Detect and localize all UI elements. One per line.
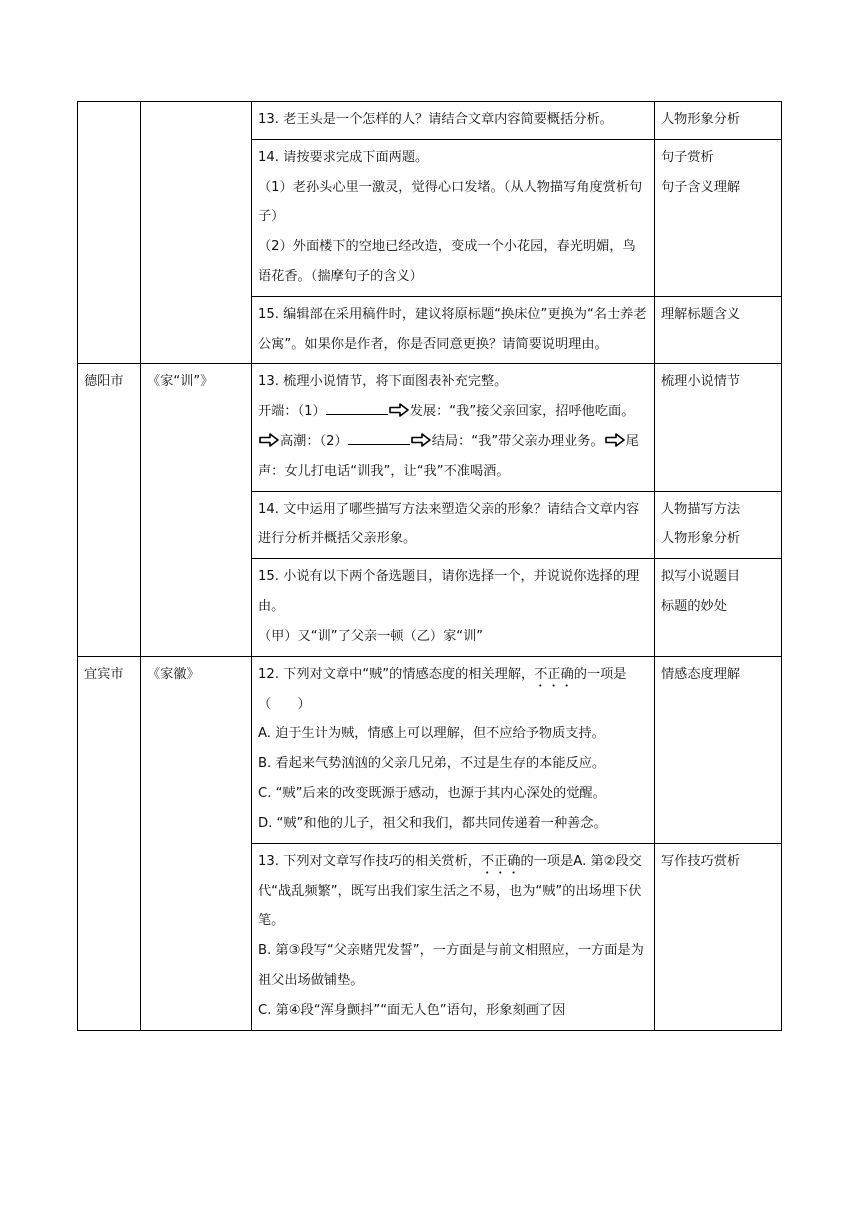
question-cell [252,656,655,843]
skill-text: 梳理小说情节 [661,374,741,390]
skill-cell [655,102,782,140]
skill-text: 人物形象分析 [661,531,741,547]
question-text: （甲）又“训”了父亲一顿（乙）家“训” [258,628,484,644]
skill-cell [655,296,782,364]
option-text: C. 第④段“浑身颤抖”“面无人色”语句，形象刻画了因 [258,1002,566,1018]
question-cell [252,296,655,364]
question-cell [252,364,655,491]
city-name: 德阳市 [84,374,124,390]
option-text: A. 迫于生计为贼，情感上可以理解，但不应给予物质支持。 [258,726,605,742]
article-title: 《家徽》 [147,666,200,682]
question-text: （1）老孙头心里一激灵，觉得心口发堵。（从人物描写角度赏析句子） [258,179,643,225]
skill-text: 标题的妙处 [661,598,727,614]
skill-cell [655,656,782,843]
question-text: （2）外面楼下的空地已经改造，变成一个小花园，春光明媚，鸟语花香。（揣摩句子的含义） [258,239,636,284]
right-arrow-icon [259,433,279,447]
plot-segment: 尾声：女儿打电话“训我”，让“我”不准喝酒。 [258,433,639,479]
city-cell [78,364,141,656]
question-text: 15. 编辑部在采用稿件时，建议将原标题“换床位”更换为“名士养老公寓”。如果你是作者，你是否同意更换？请简要说明理由。 [258,306,647,352]
question-text: 14. 请按要求完成下面两题。 [258,149,429,165]
right-arrow-icon [411,433,431,447]
question-text: 14. 文中运用了哪些描写方法来塑造父亲的形象？请结合文章内容进行分析并概括父亲形象。 [258,501,640,547]
skill-cell [655,491,782,559]
question-stem: 的一项是（ ） [258,666,627,712]
right-arrow-icon [389,403,409,417]
plot-segment: 开端：（1） [258,404,326,420]
question-text: 15. 小说有以下两个备选题目，请你选择一个，并说说你选择的理由。 [258,569,640,614]
question-stem: 13. 下列对文章写作技巧的相关赏析， [258,853,481,869]
question-cell [252,139,655,296]
right-arrow-icon [605,433,625,447]
plot-segment: 高潮：（2） [280,433,348,449]
skill-text: 拟写小说题目 [661,569,741,585]
skill-cell [655,364,782,491]
option-text: B. 看起来气势汹汹的父亲几兄弟，不过是生存的本能反应。 [258,756,606,772]
question-text: 13. 老王头是一个怎样的人？请结合文章内容简要概括分析。 [258,112,613,127]
skill-text: 人物描写方法 [661,501,741,517]
skill-text: 情感态度理解 [661,666,741,682]
plot-chart [258,397,648,486]
article-title: 《家“训”》 [147,374,214,390]
answer-blank [348,431,410,445]
question-stem: 的一项是A. 第②段交代“战乱频繁”，既写出我们家生活之不易，也为“贼”的出场埋下伏笔。 [258,853,642,929]
skill-text: 写作技巧赏析 [661,853,741,869]
skill-text: 人物形象分析 [661,112,741,127]
table-row [78,102,782,140]
title-cell [141,656,252,1030]
answer-blank [326,401,388,415]
skill-cell [655,139,782,296]
skill-cell [655,843,782,1030]
skill-text: 句子含义理解 [661,179,741,195]
city-name: 宜宾市 [84,666,124,682]
exam-analysis-table [77,101,782,1031]
option-text: D. “贼”和他的儿子，祖父和我们，都共同传递着一种善念。 [258,815,607,831]
question-text: 13. 梳理小说情节，将下面图表补充完整。 [258,374,508,390]
question-cell [252,559,655,656]
table-row [78,656,782,843]
question-text [258,660,648,720]
title-cell-empty [141,102,252,364]
skill-text: 句子赏析 [661,149,714,165]
option-text: C. “贼”后来的改变既源于感动，也源于其内心深处的觉醒。 [258,785,606,801]
table-row [78,364,782,491]
skill-text: 理解标题含义 [661,306,741,322]
emphasis-dots: 不正确 [534,666,574,682]
title-cell [141,364,252,656]
city-cell-empty [78,102,141,364]
plot-segment: 结局：“我”带父亲办理业务。 [431,433,604,449]
question-text [258,847,648,937]
question-cell [252,102,655,140]
question-stem: 12. 下列对文章中“贼”的情感态度的相关理解， [258,666,535,682]
question-cell [252,843,655,1030]
city-cell [78,656,141,1030]
question-cell [252,491,655,559]
skill-cell [655,559,782,656]
option-text: B. 第③段写“父亲赌咒发誓”，一方面是与前文相照应，一方面是为祖父出场做铺垫。 [258,943,644,988]
plot-segment: 发展：“我”接父亲回家，招呼他吃面。 [409,404,635,420]
emphasis-dots: 不正确 [480,853,521,869]
